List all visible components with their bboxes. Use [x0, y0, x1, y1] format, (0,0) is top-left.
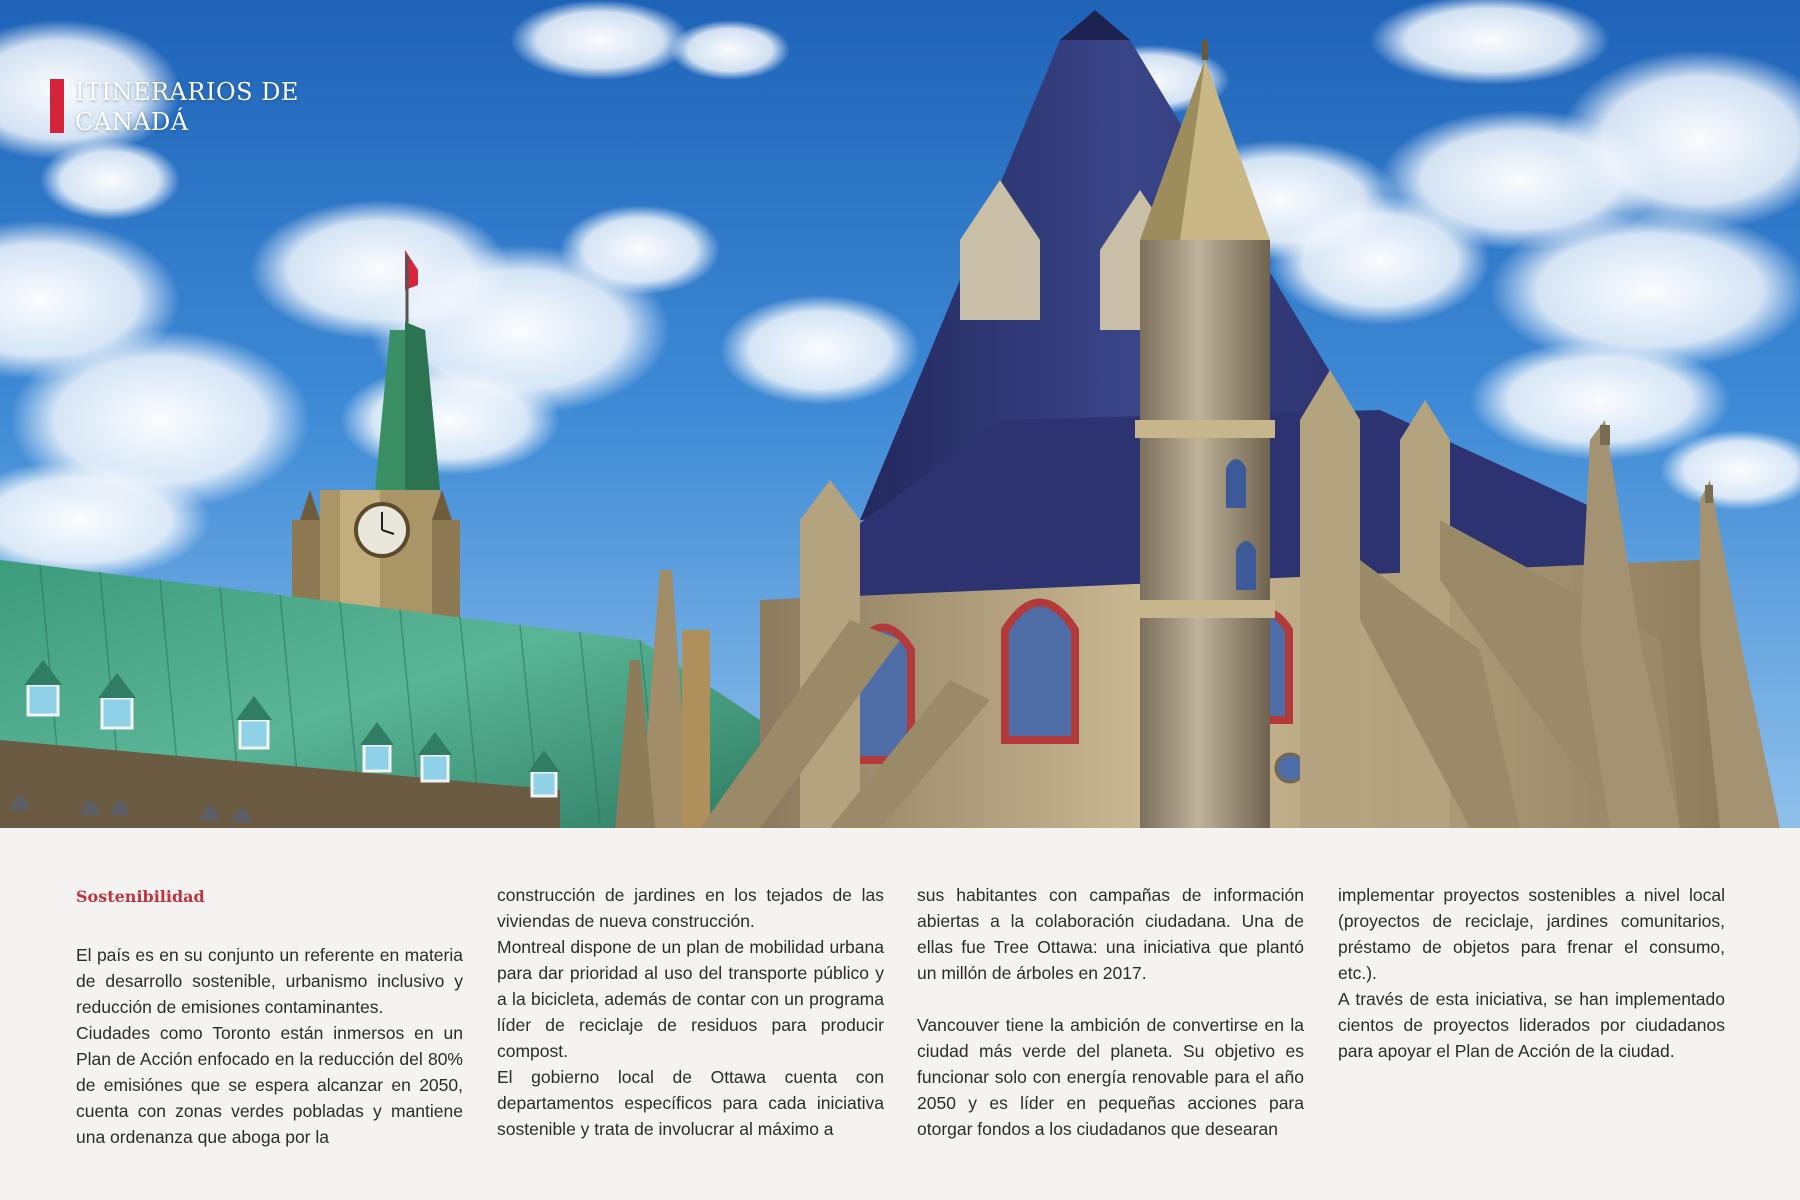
paragraph: El gobierno local de Ottawa cuenta con departamentos específicos para cada iniciativa sostenible y trata de involucrar al máximo a — [497, 1067, 884, 1139]
column-4 — [1338, 882, 1725, 1064]
paragraph: Montreal dispone de un plan de mobilidad urbana para dar prioridad al uso del transporte público y a la bicicleta, además de contar con un programa líder de reciclaje de residuos para producir compost. — [497, 937, 884, 1061]
column-2 — [497, 882, 884, 1142]
paragraph: construcción de jardines en los tejados de las viviendas de nueva construcción. — [497, 885, 884, 931]
paragraph: A través de esta iniciativa, se han implementado cientos de proyectos liderados por ciudadanos para apoyar el Plan de Acción de la ciudad. — [1338, 989, 1725, 1061]
series-title: ITINERARIOS DE CANADÁ — [75, 78, 299, 136]
section-title: Sostenibilidad — [76, 887, 205, 906]
paragraph: Ciudades como Toronto están inmersos en un Plan de Acción enfocado en la reducción del 80% de emisiónes que se espera alcanzar en 2050, cuenta con zonas verdes pobladas y mantiene una ordenanza que aboga por la — [76, 1023, 463, 1147]
accent-bar — [50, 79, 64, 133]
paragraph: Vancouver tiene la ambición de convertirse en la ciudad más verde del planeta. Su objetivo es funcionar solo con energía renovable para el año 2050 y es líder en pequeñas acciones para otorgar fondos a los ciudadanos que desearan — [917, 1015, 1304, 1139]
column-1 — [76, 886, 463, 1150]
paragraph: implementar proyectos sostenibles a nivel local (proyectos de reciclaje, jardines comunitarios, préstamo de objetos para frenar el consumo, etc.). — [1338, 885, 1725, 983]
paragraph: El país es en su conjunto un referente en materia de desarrollo sostenible, urbanismo inclusivo y reducción de emisiones contaminantes. — [76, 945, 463, 1017]
paragraph: sus habitantes con campañas de información abiertas a la colaboración ciudadana. Una de ellas fue Tree Ottawa: una iniciativa que plantó un millón de árboles en 2017. — [917, 885, 1304, 983]
column-3 — [917, 882, 1304, 1142]
article-body — [0, 828, 1800, 1200]
